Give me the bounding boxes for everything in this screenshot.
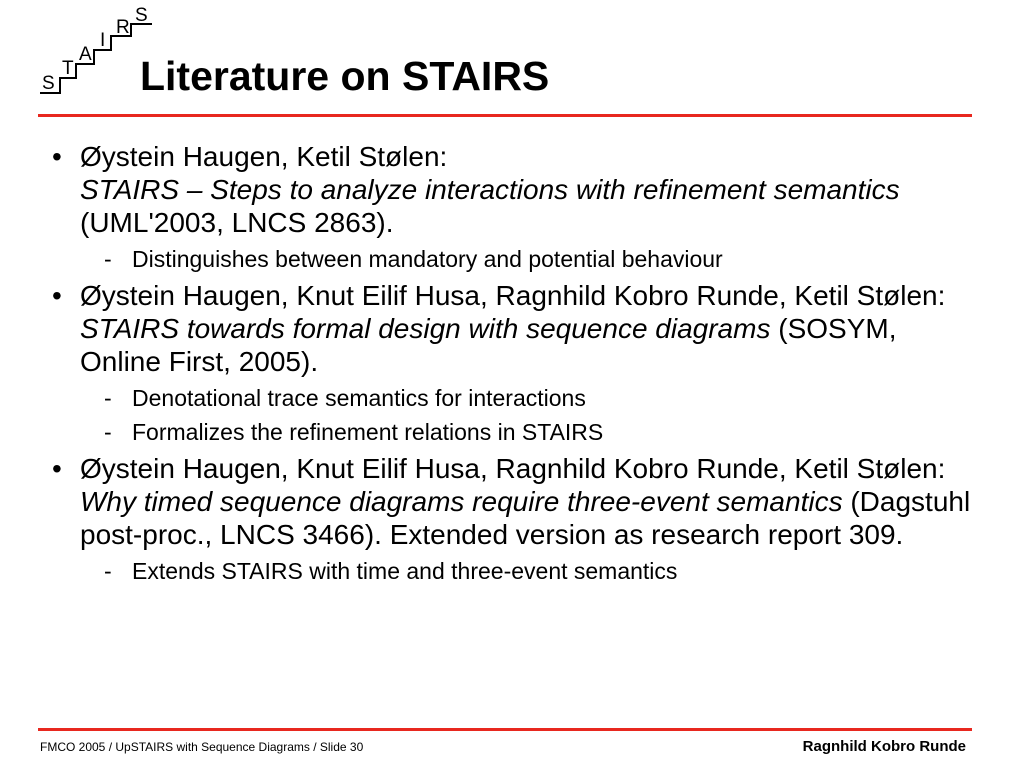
reference-text: (UML'2003, LNCS 2863).: [80, 207, 394, 238]
bullet-icon: •: [52, 280, 62, 311]
reference-text: (SOSYM, Online First, 2005).: [80, 313, 897, 377]
reference-note-text: Distinguishes between mandatory and potential behaviour: [132, 246, 723, 272]
footer-slide-info: FMCO 2005 / UpSTAIRS with Sequence Diagrams / Slide 30: [40, 740, 364, 754]
reference-note-text: Denotational trace semantics for interactions: [132, 385, 586, 411]
dash-icon: -: [104, 385, 112, 411]
reference-text: Øystein Haugen, Ketil Stølen:: [80, 141, 448, 172]
dash-icon: -: [104, 419, 112, 445]
reference-title: STAIRS towards formal design with sequence diagrams: [80, 313, 771, 344]
reference-item: [52, 452, 972, 551]
logo-letter: S: [42, 73, 55, 94]
title-divider: [38, 114, 972, 117]
reference-text: Øystein Haugen, Knut Eilif Husa, Ragnhild Kobro Runde, Ketil Stølen:: [80, 453, 946, 484]
reference-note: [52, 557, 972, 585]
dash-icon: -: [104, 246, 112, 272]
reference-note: [52, 245, 972, 273]
reference-title: STAIRS – Steps to analyze interactions with refinement semantics: [80, 174, 900, 205]
logo-letter: A: [79, 44, 92, 65]
logo-letter: S: [135, 5, 148, 26]
footer-author: Ragnhild Kobro Runde: [802, 738, 966, 755]
logo-letter: R: [116, 17, 130, 38]
literature-list: [52, 140, 972, 591]
logo-letter: I: [100, 30, 106, 51]
reference-text: (Dagstuhl post-proc., LNCS 3466). Extended version as research report 309.: [80, 486, 971, 550]
bullet-icon: •: [52, 141, 62, 172]
reference-text: Øystein Haugen, Knut Eilif Husa, Ragnhild Kobro Runde, Ketil Stølen:: [80, 280, 946, 311]
dash-icon: -: [104, 558, 112, 584]
reference-item: [52, 140, 972, 239]
reference-note-text: Extends STAIRS with time and three-event semantics: [132, 558, 678, 584]
logo-letter: T: [62, 58, 74, 79]
bullet-icon: •: [52, 453, 62, 484]
reference-note: [52, 418, 972, 446]
reference-item: [52, 279, 972, 378]
footer-divider: [38, 728, 972, 731]
reference-title: Why timed sequence diagrams require three-event semantics: [80, 486, 843, 517]
reference-note-text: Formalizes the refinement relations in STAIRS: [132, 419, 604, 445]
reference-note: [52, 384, 972, 412]
slide-title: Literature on STAIRS: [140, 53, 550, 99]
